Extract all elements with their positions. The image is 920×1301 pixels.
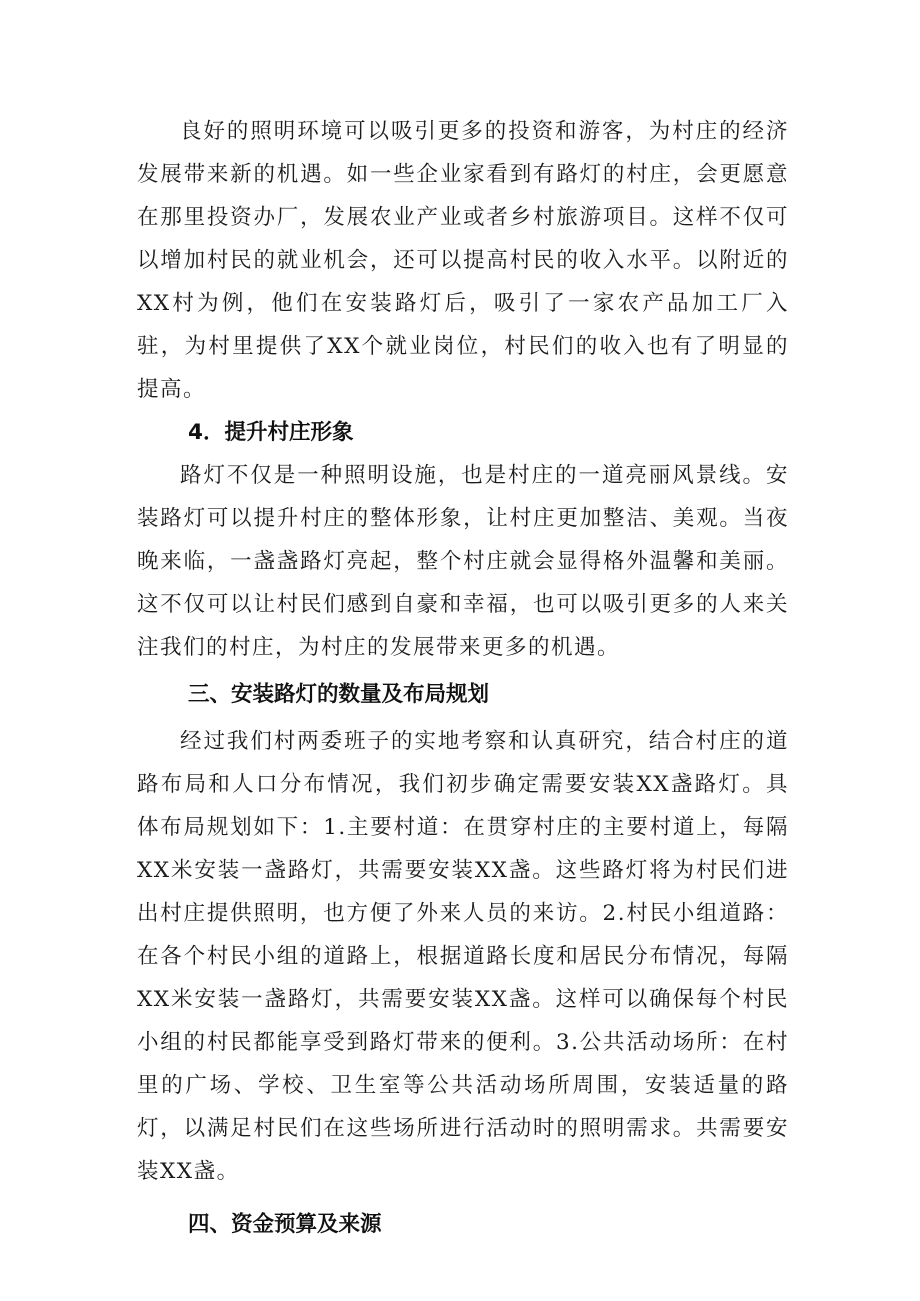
document-body xyxy=(137,110,789,1246)
paragraph-economic-development: 良好的照明环境可以吸引更多的投资和游客，为村庄的经济发展带来新的机遇。如一些企业家看到有路灯的村庄，会更愿意在那里投资办厂，发展农业产业或者乡村旅游项目。这样不仅可以增加村民的就业机会，还可以提高村民的收入水平。以附近的XX村为例，他们在安装路灯后，吸引了一家农产品加工厂入驻，为村里提供了XX个就业岗位，村民们的收入也有了明显的提高。 xyxy=(137,119,789,402)
heading-improve-village-image: 4．提升村庄形象 xyxy=(188,420,354,445)
heading-quantity-and-layout: 三、安装路灯的数量及布局规划 xyxy=(188,682,490,707)
heading-funding-budget: 四、资金预算及来源 xyxy=(188,1212,382,1237)
paragraph-layout-plan: 经过我们村两委班子的实地考察和认真研究，结合村庄的道路布局和人口分布情况，我们初步确定需要安装XX盏路灯。具体布局规划如下：1.主要村道：在贯穿村庄的主要村道上，每隔XX米安装一盏路灯，共需要安装XX盏。这些路灯将为村民们进出村庄提供照明，也方便了外来人员的来访。2.村民小组道路：在各个村民小组的道路上，根据道路长度和居民分布情况，每隔XX米安装一盏路灯，共需要安装XX盏。这样可以确保每个村民小组的村民都能享受到路灯带来的便利。3.公共活动场所：在村里的广场、学校、卫生室等公共活动场所周围，安装适量的路灯，以满足村民们在这些场所进行活动时的照明需求。共需要安装XX盏。 xyxy=(137,729,789,1184)
paragraph-village-image: 路灯不仅是一种照明设施，也是村庄的一道亮丽风景线。安装路灯可以提升村庄的整体形象，让村庄更加整洁、美观。当夜晚来临，一盏盏路灯亮起，整个村庄就会显得格外温馨和美丽。这不仅可以让村民们感到自豪和幸福，也可以吸引更多的人来关注我们的村庄，为村庄的发展带来更多的机遇。 xyxy=(137,463,789,660)
